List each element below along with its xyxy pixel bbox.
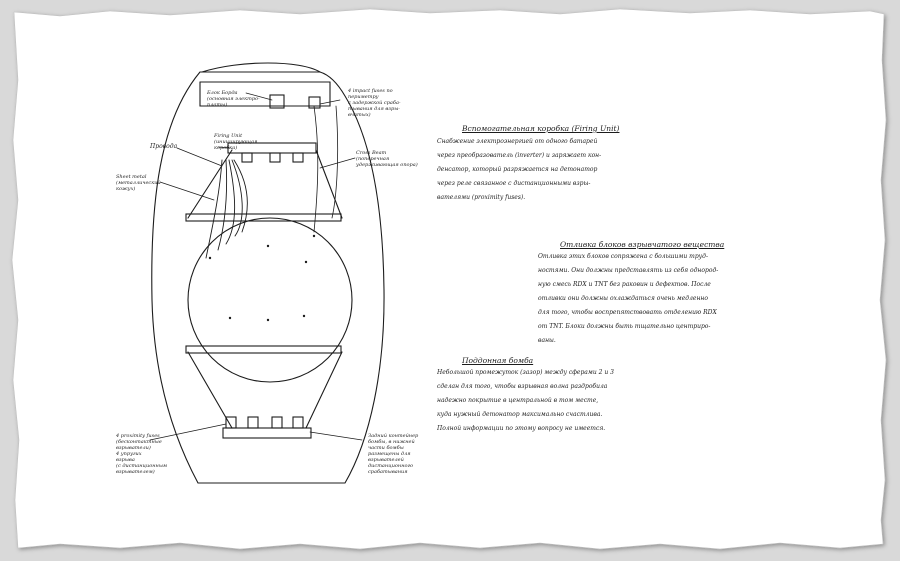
- bottom-container: [223, 428, 311, 438]
- label-line: взрыватели): [116, 445, 151, 451]
- label-line: взрывателем): [116, 469, 155, 475]
- upper-cone: [188, 150, 342, 218]
- note-line: для того, чтобы воспрепятствовать отделению RDX: [538, 309, 717, 316]
- note-body-explosive-casting: [538, 250, 724, 348]
- label-line: вчатых): [348, 112, 371, 118]
- note-line: вателями (proximity fuses).: [437, 194, 526, 201]
- label-line: (основная электро-: [207, 96, 260, 102]
- note-line: Отливка этих блоков сопряжена с большими труд-: [538, 253, 708, 260]
- label-bottom-container: [368, 433, 440, 475]
- label-sheet-metal: [116, 174, 176, 192]
- label-line: 4 impact fuses по: [348, 88, 393, 94]
- label-line: взрыва: [116, 457, 135, 463]
- note-line: отливки они должны охлаждаться очень медленно: [538, 295, 708, 302]
- label-impact-fuses: [348, 88, 418, 118]
- label-line: (бесконтактные: [116, 439, 162, 445]
- nose-arc: [202, 63, 320, 72]
- label-firing-unit: [214, 133, 284, 151]
- note-line: Небольшой промежуток (зазор) между сферами 2 и 3: [437, 369, 614, 376]
- note-line: ваны.: [538, 337, 556, 344]
- label-line: (инициирующая: [214, 139, 258, 145]
- label-line: Блок Борда: [207, 90, 238, 96]
- note-title-bomb: Поддонная бомба: [462, 356, 534, 365]
- label-cross-beam: [356, 150, 426, 168]
- bottom-slot-4: [293, 417, 303, 428]
- note-title-explosive-casting: Отливка блоков взрывчатого вещества: [560, 240, 725, 249]
- firing-slot-1: [242, 153, 252, 162]
- label-line: 4 proximity fuses: [116, 433, 160, 439]
- note-line: Снабжение электроэнергией от одного батарей: [437, 138, 598, 145]
- note-body-firing-unit: [437, 135, 612, 205]
- note-body-bomb: [437, 366, 627, 436]
- firing-slot-2: [270, 153, 280, 162]
- label-line: Firing Unit: [214, 133, 243, 139]
- label-line: срабатывания: [368, 469, 408, 475]
- label-line: бомбы, в нижней: [368, 439, 415, 445]
- label-line: 4 упругих: [116, 451, 142, 457]
- bottom-slot-3: [272, 417, 282, 428]
- firing-slot-3: [293, 153, 303, 162]
- label-line: (поперечная: [356, 156, 390, 162]
- label-line: Sheet metal: [116, 174, 147, 180]
- label-proximity-fuses: [116, 433, 182, 475]
- note-line: через преобразователь (inverter) и заряжает кон-: [437, 152, 602, 159]
- note-line: ностями. Они должны представлять из себя однород-: [538, 267, 719, 274]
- note-title-firing-unit: Вспомогательная коробка (Firing Unit): [462, 124, 620, 133]
- label-line: периметру: [348, 94, 379, 100]
- label-line: тывания для взры-: [348, 106, 400, 112]
- bottom-slot-2: [248, 417, 258, 428]
- note-line: Полной информации по этому вопросу не имеется.: [437, 425, 606, 432]
- label-wires: Провода: [150, 143, 178, 150]
- note-line: надежно покрытие в центральной в том месте,: [437, 397, 599, 404]
- note-line: денсатор, который разряжается на детонатор: [437, 166, 598, 173]
- label-line: Cross Beam: [356, 150, 387, 156]
- upper-cross-beam: [186, 214, 341, 221]
- label-line: Задний контейнер: [368, 433, 419, 439]
- explosive-sphere: [188, 218, 352, 382]
- lower-cross-beam: [186, 346, 341, 353]
- label-ecm-board: [207, 90, 267, 108]
- wire-bundle: [206, 160, 247, 258]
- note-line: от TNT. Блоки должны быть тщательно центриро-: [538, 323, 711, 330]
- label-line: взрывателей: [368, 457, 404, 463]
- label-line: коробка): [214, 145, 238, 151]
- label-line: части бомбы: [368, 445, 404, 451]
- label-line: с задержкой сраба-: [348, 100, 401, 106]
- side-wire: [314, 106, 318, 232]
- note-line: ную смесь RDX и TNT без раковин и дефектов. После: [538, 281, 711, 288]
- label-line: кожух): [116, 186, 136, 192]
- label-line: (металлический: [116, 180, 161, 186]
- note-line: через реле связанное с дистанционными взры-: [437, 180, 591, 187]
- label-line: размещены для: [368, 451, 411, 457]
- label-line: дистанционного: [368, 463, 414, 469]
- label-line: (с дистанционным: [116, 463, 168, 469]
- note-line: куда нужный детонатор максимально счастлива.: [437, 411, 603, 418]
- side-wire-2: [332, 106, 338, 218]
- label-line: удерживающая опора): [356, 162, 418, 168]
- label-line: платы): [207, 102, 228, 108]
- lower-cone: [188, 352, 342, 428]
- note-line: сделан для того, чтобы взрывная волна раздробила: [437, 383, 608, 390]
